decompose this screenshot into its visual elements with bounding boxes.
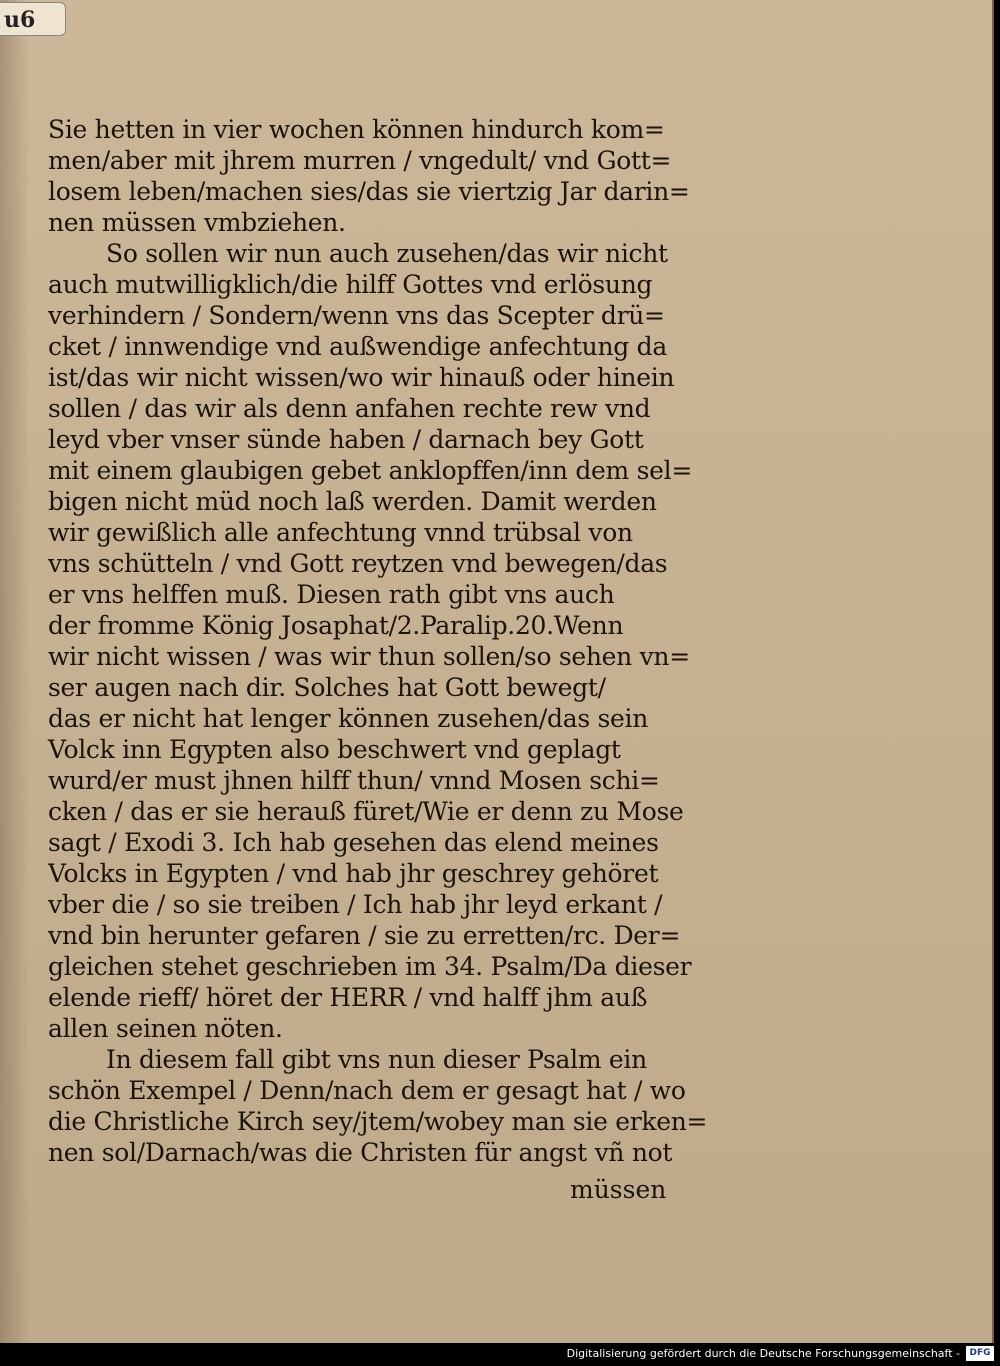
text-line: leyd vber vnser sünde haben / darnach bey Gott	[48, 425, 644, 454]
text-line: der fromme König Josaphat/2.Paralip.20.Wenn	[48, 611, 624, 640]
text-line: men/aber mit jhrem murren / vngedult/ vnd Gott=	[48, 146, 672, 175]
text-line: allen seinen nöten.	[48, 1014, 283, 1043]
signature-tab	[0, 2, 66, 36]
text-line: Volck inn Egypten also beschwert vnd geplagt	[48, 735, 621, 764]
text-line: mit einem glaubigen gebet anklopffen/inn dem sel=	[48, 456, 692, 485]
text-line: Sie hetten in vier wochen können hindurch kom=	[48, 115, 665, 144]
footer-bar	[0, 1343, 1000, 1366]
text-line: cken / das er sie herauß füret/Wie er denn zu Mose	[48, 797, 684, 826]
signature-label: u6	[4, 7, 36, 33]
text-line: gleichen stehet geschrieben im 34. Psalm/Da dieser	[48, 952, 692, 981]
text-line: vnd bin herunter gefaren / sie zu erretten/rc. Der=	[48, 921, 681, 950]
text-line: nen sol/Darnach/was die Christen für angst vñ not	[48, 1138, 673, 1167]
text-line: losem leben/machen sies/das sie viertzig Jar darin=	[48, 177, 690, 206]
text-line: schön Exempel / Denn/nach dem er gesagt hat / wo	[48, 1076, 686, 1105]
text-line: vber die / so sie treiben / Ich hab jhr leyd erkant /	[48, 890, 663, 919]
dfg-logo: DFG	[966, 1346, 994, 1361]
text-line: er vns helffen muß. Diesen rath gibt vns auch	[48, 580, 615, 609]
text-line: So sollen wir nun auch zusehen/das wir nicht	[106, 239, 668, 268]
text-line: sollen / das wir als denn anfahen rechte rew vnd	[48, 394, 651, 423]
text-line: die Christliche Kirch sey/jtem/wobey man sie erken=	[48, 1107, 708, 1136]
text-block	[48, 114, 708, 1168]
text-line: bigen nicht müd noch laß werden. Damit werden	[48, 487, 657, 516]
text-line: wurd/er must jhnen hilff thun/ vnnd Mosen schi=	[48, 766, 660, 795]
text-line: elende rieff/ höret der HERR / vnd halff jhm auß	[48, 983, 648, 1012]
text-line: In diesem fall gibt vns nun dieser Psalm ein	[106, 1045, 647, 1074]
text-line: wir nicht wissen / was wir thun sollen/so sehen vn=	[48, 642, 690, 671]
text-line: vns schütteln / vnd Gott reytzen vnd bewegen/das	[48, 549, 668, 578]
text-line: ist/das wir nicht wissen/wo wir hinauß oder hinein	[48, 363, 675, 392]
text-line: verhindern / Sondern/wenn vns das Scepter drü=	[48, 301, 665, 330]
text-line: das er nicht hat lenger können zusehen/das sein	[48, 704, 649, 733]
catchword: müssen	[570, 1175, 667, 1204]
text-line: sagt / Exodi 3. Ich hab gesehen das elend meines	[48, 828, 659, 857]
text-line: auch mutwilligklich/die hilff Gottes vnd erlösung	[48, 270, 653, 299]
text-line: cket / innwendige vnd außwendige anfechtung da	[48, 332, 667, 361]
text-line: ser augen nach dir. Solches hat Gott bewegt/	[48, 673, 606, 702]
text-line: Volcks in Egypten / vnd hab jhr geschrey gehöret	[48, 859, 659, 888]
text-line: nen müssen vmbziehen.	[48, 208, 346, 237]
text-line: wir gewißlich alle anfechtung vnnd trübsal von	[48, 518, 633, 547]
footer-credit: Digitalisierung gefördert durch die Deutsche Forschungsgemeinschaft -	[566, 1347, 960, 1360]
